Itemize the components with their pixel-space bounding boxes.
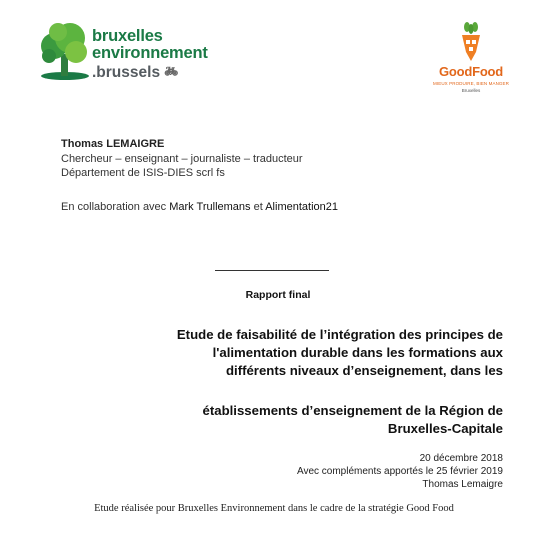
bruxelles-environnement-logo (36, 20, 206, 86)
title-line-3: différents niveaux d’enseignement, dans les (225, 363, 503, 378)
author-role: Chercheur – enseignant – journaliste – traducteur (61, 153, 303, 165)
author-department: Département de ISIS-DIES scrl fs (61, 167, 225, 179)
logo-line-bruxelles: bruxelles (92, 27, 163, 45)
author-name: Thomas LEMAIGRE (61, 138, 165, 150)
logo-line-brussels (92, 65, 208, 81)
title-line-4: établissements d’enseignement de la Région de (202, 403, 503, 418)
carrot-icon (459, 22, 483, 62)
collaboration-partner-1: Mark Trullemans (169, 201, 251, 213)
collaboration-joiner: et (250, 201, 266, 213)
divider-rule (215, 270, 329, 271)
title-line-2: l'alimentation durable dans les formations aux (212, 345, 503, 360)
good-food-tagline: MIEUX PRODUIRE, BIEN MANGER (433, 81, 509, 86)
car-icon: 🚲︎ (164, 66, 179, 79)
report-date: 20 décembre 2018 (419, 453, 503, 464)
tree-icon (36, 20, 94, 82)
collaboration-line (61, 201, 338, 213)
good-food-logo (432, 22, 510, 102)
report-supplement: Avec compléments apportés le 25 février 2019 (296, 466, 503, 477)
title-line-1: Etude de faisabilité de l’intégration des principes de (176, 327, 503, 342)
collaboration-partner-2: Alimentation21 (265, 201, 338, 213)
report-type: Rapport final (245, 289, 311, 301)
logo-line-environnement: environnement (92, 43, 208, 62)
footer-note: Etude réalisée pour Bruxelles Environnement dans le cadre de la stratégie Good Food (94, 503, 454, 514)
good-food-sub: Bruxelles (461, 88, 481, 93)
report-author: Thomas Lemaigre (422, 479, 503, 490)
collaboration-prefix: En collaboration avec (61, 201, 170, 213)
good-food-name: GoodFood (438, 64, 504, 79)
logo-line-brussels-text: .brussels (92, 64, 161, 81)
title-line-5: Bruxelles-Capitale (387, 421, 503, 436)
